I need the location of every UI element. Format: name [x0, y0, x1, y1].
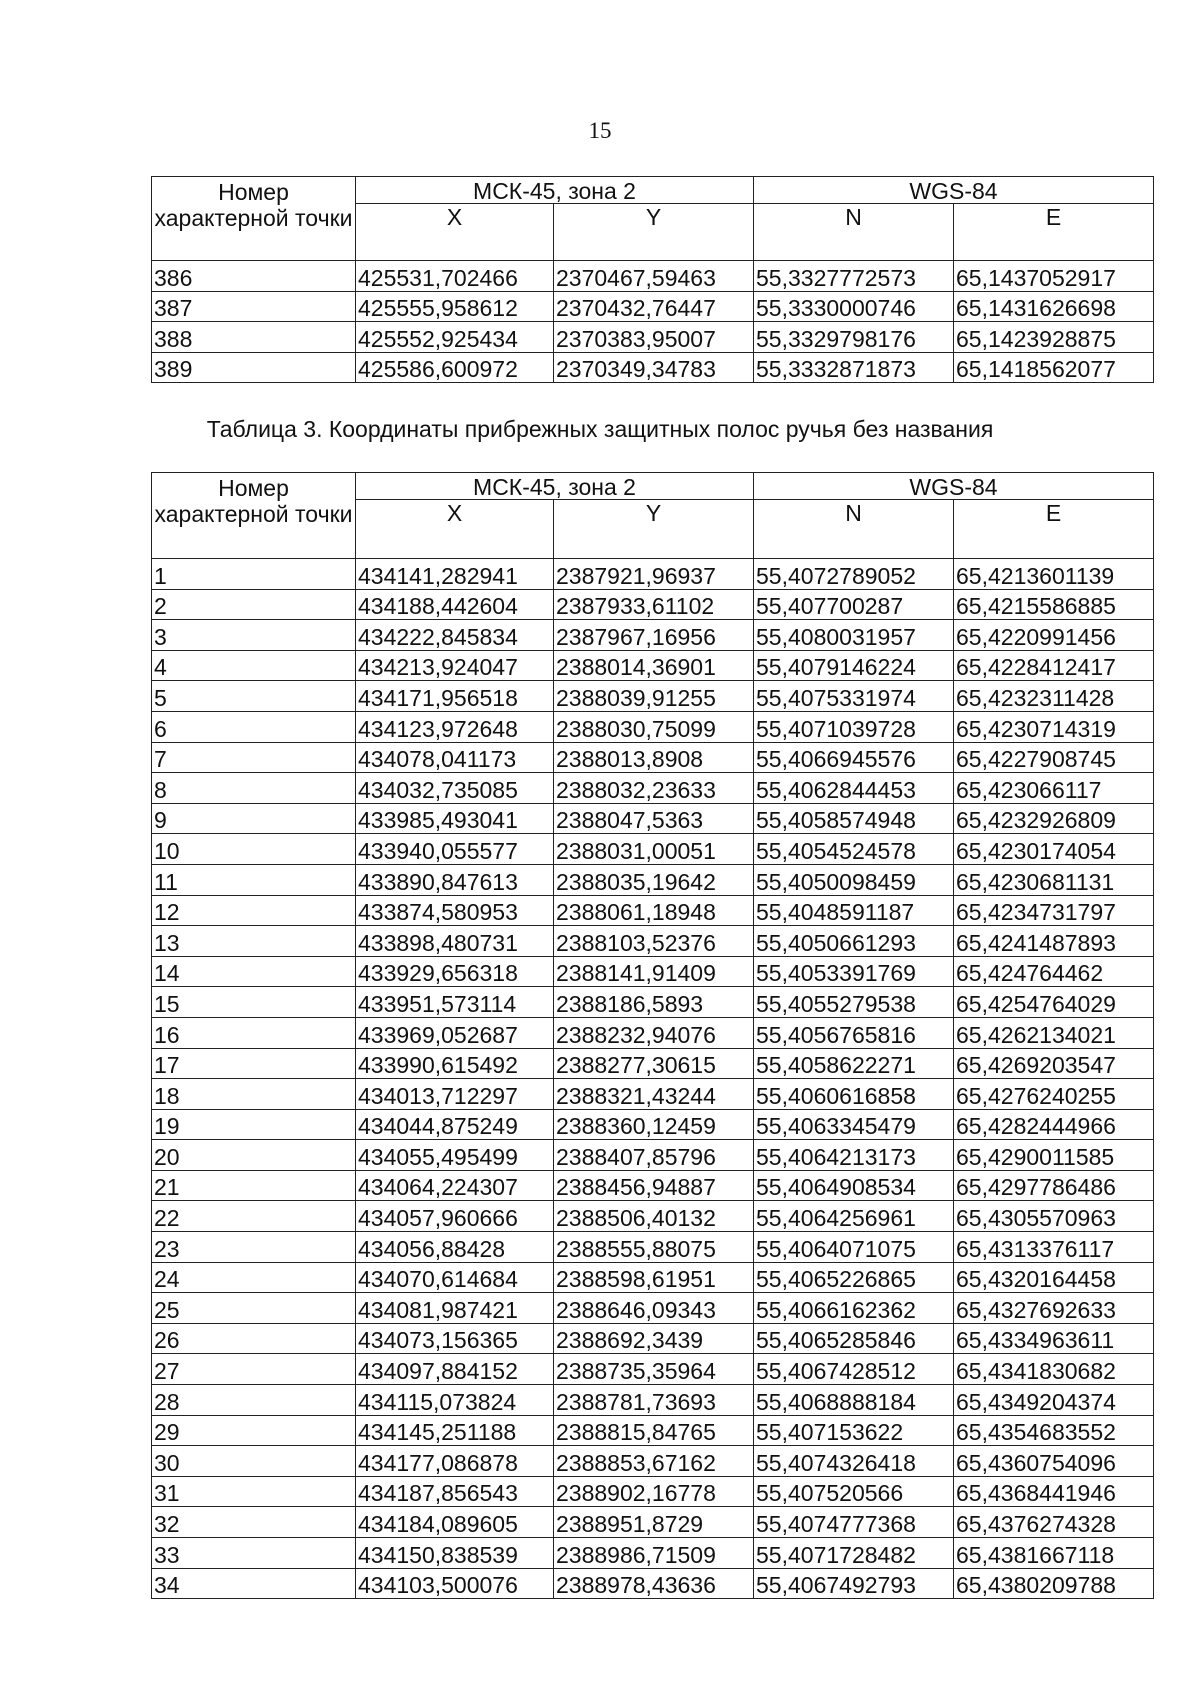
header-y: Y: [554, 204, 754, 261]
point-number-cell: 32: [152, 1507, 356, 1538]
table-row: [152, 1140, 1154, 1171]
point-number-cell: 30: [152, 1446, 356, 1477]
y-cell: 2388014,36901: [554, 650, 754, 681]
e-cell: 65,4269203547: [954, 1048, 1154, 1079]
header-e: E: [954, 204, 1154, 261]
point-number-cell: 14: [152, 956, 356, 987]
y-cell: 2388506,40132: [554, 1201, 754, 1232]
point-number-cell: 12: [152, 895, 356, 926]
point-number-cell: 24: [152, 1262, 356, 1293]
n-cell: 55,4054524578: [754, 834, 954, 865]
e-cell: 65,4230714319: [954, 711, 1154, 742]
x-cell: 433940,055577: [356, 834, 554, 865]
point-number-cell: 6: [152, 711, 356, 742]
point-number-cell: 34: [152, 1568, 356, 1599]
point-number-cell: 4: [152, 650, 356, 681]
y-cell: 2388047,5363: [554, 803, 754, 834]
x-cell: 433874,580953: [356, 895, 554, 926]
table-body: [152, 559, 1154, 1599]
table-row: [152, 620, 1154, 651]
point-number-cell: 22: [152, 1201, 356, 1232]
e-cell: 65,4254764029: [954, 987, 1154, 1018]
table-row: [152, 864, 1154, 895]
table-row: [152, 261, 1154, 292]
header-x: X: [356, 204, 554, 261]
n-cell: 55,4072789052: [754, 559, 954, 590]
x-cell: 434078,041173: [356, 742, 554, 773]
table-row: [152, 987, 1154, 1018]
x-cell: 434115,073824: [356, 1385, 554, 1416]
table-body: [152, 261, 1154, 383]
x-cell: 433990,615492: [356, 1048, 554, 1079]
x-cell: 434171,956518: [356, 681, 554, 712]
x-cell: 434044,875249: [356, 1109, 554, 1140]
y-cell: 2388277,30615: [554, 1048, 754, 1079]
point-number-cell: 25: [152, 1293, 356, 1324]
e-cell: 65,4230174054: [954, 834, 1154, 865]
table-row: [152, 803, 1154, 834]
x-cell: 434032,735085: [356, 773, 554, 804]
e-cell: 65,4341830682: [954, 1354, 1154, 1385]
point-number-cell: 17: [152, 1048, 356, 1079]
y-cell: 2388735,35964: [554, 1354, 754, 1385]
e-cell: 65,4276240255: [954, 1079, 1154, 1110]
x-cell: 434064,224307: [356, 1170, 554, 1201]
n-cell: 55,4050098459: [754, 864, 954, 895]
n-cell: 55,4074777368: [754, 1507, 954, 1538]
header-msk45: МСК-45, зона 2: [356, 177, 754, 204]
n-cell: 55,4066945576: [754, 742, 954, 773]
e-cell: 65,423066117: [954, 773, 1154, 804]
n-cell: 55,4071728482: [754, 1538, 954, 1569]
x-cell: 434177,086878: [356, 1446, 554, 1477]
n-cell: 55,4075331974: [754, 681, 954, 712]
y-cell: 2388456,94887: [554, 1170, 754, 1201]
point-number-cell: 7: [152, 742, 356, 773]
x-cell: 425586,600972: [356, 352, 554, 383]
header-e: E: [954, 500, 1154, 559]
n-cell: 55,4074326418: [754, 1446, 954, 1477]
y-cell: 2388030,75099: [554, 711, 754, 742]
table-row: [152, 1507, 1154, 1538]
e-cell: 65,1437052917: [954, 261, 1154, 292]
y-cell: 2370432,76447: [554, 291, 754, 322]
header-n: N: [754, 204, 954, 261]
n-cell: 55,4064213173: [754, 1140, 954, 1171]
table-row: [152, 1568, 1154, 1599]
x-cell: 434013,712297: [356, 1079, 554, 1110]
n-cell: 55,3332871873: [754, 352, 954, 383]
n-cell: 55,4067492793: [754, 1568, 954, 1599]
y-cell: 2370467,59463: [554, 261, 754, 292]
n-cell: 55,4067428512: [754, 1354, 954, 1385]
table-row: [152, 1079, 1154, 1110]
table-row: [152, 1170, 1154, 1201]
table-row: [152, 742, 1154, 773]
y-cell: 2387967,16956: [554, 620, 754, 651]
header-wgs84: WGS-84: [754, 177, 1154, 204]
header-x: X: [356, 500, 554, 559]
header-y: Y: [554, 500, 754, 559]
table-row: [152, 1538, 1154, 1569]
x-cell: 434184,089605: [356, 1507, 554, 1538]
n-cell: 55,4065285846: [754, 1323, 954, 1354]
point-number-cell: 21: [152, 1170, 356, 1201]
e-cell: 65,4232926809: [954, 803, 1154, 834]
y-cell: 2388986,71509: [554, 1538, 754, 1569]
table-row: [152, 926, 1154, 957]
n-cell: 55,4058622271: [754, 1048, 954, 1079]
y-cell: 2388035,19642: [554, 864, 754, 895]
table-row: [152, 1415, 1154, 1446]
point-number-cell: 13: [152, 926, 356, 957]
e-cell: 65,4381667118: [954, 1538, 1154, 1569]
x-cell: 425552,925434: [356, 322, 554, 353]
table-row: [152, 322, 1154, 353]
y-cell: 2388061,18948: [554, 895, 754, 926]
x-cell: 434187,856543: [356, 1476, 554, 1507]
table-row: [152, 1446, 1154, 1477]
x-cell: 434103,500076: [356, 1568, 554, 1599]
n-cell: 55,4050661293: [754, 926, 954, 957]
table-caption: Таблица 3. Координаты прибрежных защитных полос ручья без названия: [206, 416, 994, 442]
table-row: [152, 650, 1154, 681]
y-cell: 2388032,23633: [554, 773, 754, 804]
coordinates-table-3: [151, 472, 1154, 1599]
x-cell: 434150,838539: [356, 1538, 554, 1569]
table-row: [152, 773, 1154, 804]
table-row: [152, 1017, 1154, 1048]
y-cell: 2388646,09343: [554, 1293, 754, 1324]
table-row: [152, 589, 1154, 620]
n-cell: 55,4060616858: [754, 1079, 954, 1110]
e-cell: 65,4213601139: [954, 559, 1154, 590]
n-cell: 55,407520566: [754, 1476, 954, 1507]
x-cell: 433890,847613: [356, 864, 554, 895]
y-cell: 2388321,43244: [554, 1079, 754, 1110]
n-cell: 55,4056765816: [754, 1017, 954, 1048]
x-cell: 434213,924047: [356, 650, 554, 681]
table-row: [152, 711, 1154, 742]
e-cell: 65,4262134021: [954, 1017, 1154, 1048]
y-cell: 2388598,61951: [554, 1262, 754, 1293]
e-cell: 65,424764462: [954, 956, 1154, 987]
e-cell: 65,4320164458: [954, 1262, 1154, 1293]
table-row: [152, 559, 1154, 590]
header-msk45: МСК-45, зона 2: [356, 473, 754, 500]
n-cell: 55,4080031957: [754, 620, 954, 651]
x-cell: 434056,88428: [356, 1232, 554, 1263]
point-number-cell: 8: [152, 773, 356, 804]
header-wgs84: WGS-84: [754, 473, 1154, 500]
x-cell: 433951,573114: [356, 987, 554, 1018]
y-cell: 2387933,61102: [554, 589, 754, 620]
table-row: [152, 895, 1154, 926]
e-cell: 65,4282444966: [954, 1109, 1154, 1140]
y-cell: 2388555,88075: [554, 1232, 754, 1263]
n-cell: 55,4079146224: [754, 650, 954, 681]
y-cell: 2388103,52376: [554, 926, 754, 957]
y-cell: 2388013,8908: [554, 742, 754, 773]
table-row: [152, 681, 1154, 712]
table-row: [152, 834, 1154, 865]
e-cell: 65,4380209788: [954, 1568, 1154, 1599]
point-number-cell: 20: [152, 1140, 356, 1171]
table-row: [152, 1109, 1154, 1140]
point-number-cell: 19: [152, 1109, 356, 1140]
x-cell: 433985,493041: [356, 803, 554, 834]
n-cell: 55,4064071075: [754, 1232, 954, 1263]
point-number-cell: 3: [152, 620, 356, 651]
n-cell: 55,4064908534: [754, 1170, 954, 1201]
y-cell: 2388781,73693: [554, 1385, 754, 1416]
x-cell: 433898,480731: [356, 926, 554, 957]
table-row: [152, 1323, 1154, 1354]
x-cell: 434145,251188: [356, 1415, 554, 1446]
y-cell: 2388141,91409: [554, 956, 754, 987]
table-row: [152, 352, 1154, 383]
e-cell: 65,4232311428: [954, 681, 1154, 712]
n-cell: 55,4071039728: [754, 711, 954, 742]
x-cell: 434097,884152: [356, 1354, 554, 1385]
table-row: [152, 1354, 1154, 1385]
y-cell: 2388186,5893: [554, 987, 754, 1018]
table-row: [152, 291, 1154, 322]
table-row: [152, 1293, 1154, 1324]
point-number-cell: 31: [152, 1476, 356, 1507]
point-number-cell: 18: [152, 1079, 356, 1110]
x-cell: 425531,702466: [356, 261, 554, 292]
e-cell: 65,4215586885: [954, 589, 1154, 620]
point-number-cell: 388: [152, 322, 356, 353]
n-cell: 55,4063345479: [754, 1109, 954, 1140]
y-cell: 2388902,16778: [554, 1476, 754, 1507]
point-number-cell: 10: [152, 834, 356, 865]
y-cell: 2388031,00051: [554, 834, 754, 865]
e-cell: 65,4220991456: [954, 620, 1154, 651]
y-cell: 2388360,12459: [554, 1109, 754, 1140]
y-cell: 2370349,34783: [554, 352, 754, 383]
e-cell: 65,4376274328: [954, 1507, 1154, 1538]
n-cell: 55,4068888184: [754, 1385, 954, 1416]
n-cell: 55,407153622: [754, 1415, 954, 1446]
point-number-cell: 389: [152, 352, 356, 383]
y-cell: 2388232,94076: [554, 1017, 754, 1048]
x-cell: 434222,845834: [356, 620, 554, 651]
n-cell: 55,3329798176: [754, 322, 954, 353]
y-cell: 2388815,84765: [554, 1415, 754, 1446]
y-cell: 2388951,8729: [554, 1507, 754, 1538]
n-cell: 55,4066162362: [754, 1293, 954, 1324]
n-cell: 55,4053391769: [754, 956, 954, 987]
point-number-cell: 33: [152, 1538, 356, 1569]
e-cell: 65,4368441946: [954, 1476, 1154, 1507]
table-row: [152, 1232, 1154, 1263]
n-cell: 55,4064256961: [754, 1201, 954, 1232]
header-point-number: Номер характерной точки: [152, 177, 356, 261]
e-cell: 65,4241487893: [954, 926, 1154, 957]
e-cell: 65,4354683552: [954, 1415, 1154, 1446]
header-point-number: Номер характерной точки: [152, 473, 356, 559]
table-row: [152, 1048, 1154, 1079]
table-row: [152, 956, 1154, 987]
x-cell: 434188,442604: [356, 589, 554, 620]
n-cell: 55,3327772573: [754, 261, 954, 292]
page-number: 15: [588, 118, 612, 143]
y-cell: 2370383,95007: [554, 322, 754, 353]
y-cell: 2387921,96937: [554, 559, 754, 590]
n-cell: 55,4048591187: [754, 895, 954, 926]
point-number-cell: 27: [152, 1354, 356, 1385]
e-cell: 65,4327692633: [954, 1293, 1154, 1324]
n-cell: 55,3330000746: [754, 291, 954, 322]
e-cell: 65,4360754096: [954, 1446, 1154, 1477]
e-cell: 65,4234731797: [954, 895, 1154, 926]
y-cell: 2388407,85796: [554, 1140, 754, 1171]
y-cell: 2388039,91255: [554, 681, 754, 712]
table-row: [152, 1262, 1154, 1293]
x-cell: 434070,614684: [356, 1262, 554, 1293]
x-cell: 433969,052687: [356, 1017, 554, 1048]
e-cell: 65,4349204374: [954, 1385, 1154, 1416]
point-number-cell: 386: [152, 261, 356, 292]
n-cell: 55,4055279538: [754, 987, 954, 1018]
point-number-cell: 23: [152, 1232, 356, 1263]
point-number-cell: 28: [152, 1385, 356, 1416]
point-number-cell: 1: [152, 559, 356, 590]
e-cell: 65,4334963611: [954, 1323, 1154, 1354]
point-number-cell: 26: [152, 1323, 356, 1354]
n-cell: 55,4058574948: [754, 803, 954, 834]
coordinates-table-continued: [151, 176, 1154, 383]
e-cell: 65,1418562077: [954, 352, 1154, 383]
table-row: [152, 1385, 1154, 1416]
x-cell: 425555,958612: [356, 291, 554, 322]
e-cell: 65,4227908745: [954, 742, 1154, 773]
n-cell: 55,4065226865: [754, 1262, 954, 1293]
point-number-cell: 29: [152, 1415, 356, 1446]
point-number-cell: 5: [152, 681, 356, 712]
point-number-cell: 11: [152, 864, 356, 895]
e-cell: 65,4297786486: [954, 1170, 1154, 1201]
y-cell: 2388978,43636: [554, 1568, 754, 1599]
n-cell: 55,4062844453: [754, 773, 954, 804]
e-cell: 65,4228412417: [954, 650, 1154, 681]
x-cell: 434123,972648: [356, 711, 554, 742]
e-cell: 65,4290011585: [954, 1140, 1154, 1171]
y-cell: 2388692,3439: [554, 1323, 754, 1354]
table-row: [152, 1476, 1154, 1507]
n-cell: 55,407700287: [754, 589, 954, 620]
point-number-cell: 387: [152, 291, 356, 322]
x-cell: 434073,156365: [356, 1323, 554, 1354]
x-cell: 434055,495499: [356, 1140, 554, 1171]
x-cell: 434141,282941: [356, 559, 554, 590]
table-row: [152, 1201, 1154, 1232]
point-number-cell: 9: [152, 803, 356, 834]
x-cell: 434057,960666: [356, 1201, 554, 1232]
point-number-cell: 16: [152, 1017, 356, 1048]
x-cell: 433929,656318: [356, 956, 554, 987]
e-cell: 65,1431626698: [954, 291, 1154, 322]
header-n: N: [754, 500, 954, 559]
point-number-cell: 15: [152, 987, 356, 1018]
point-number-cell: 2: [152, 589, 356, 620]
e-cell: 65,4313376117: [954, 1232, 1154, 1263]
e-cell: 65,4230681131: [954, 864, 1154, 895]
y-cell: 2388853,67162: [554, 1446, 754, 1477]
e-cell: 65,1423928875: [954, 322, 1154, 353]
x-cell: 434081,987421: [356, 1293, 554, 1324]
e-cell: 65,4305570963: [954, 1201, 1154, 1232]
